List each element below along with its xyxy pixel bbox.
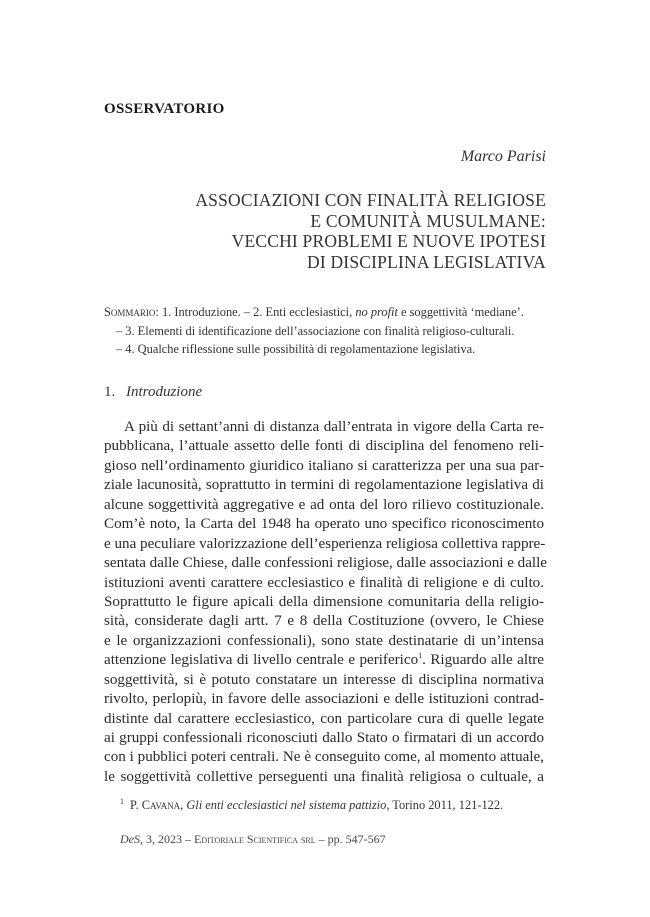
body-line: rivolto, perlopiù, in favore delle associazioni e delle istituzioni contrad- [104,691,544,708]
body-line-text: attenzione legislativa di livello centrale e periferico [104,652,419,669]
body-line: A più di settant’anni di distanza dall’entrata in vigore della Carta re- [124,419,544,435]
summary-line [104,303,550,322]
body-line: le soggettività collettive perseguenti una finalità religiosa o cultuale, a [104,768,544,785]
journal-name: DeS [120,832,140,846]
body-line: alcune soggettività aggregative e ad onta del loro rilievo costituzionale. [104,496,544,513]
footnote-number: 1 [120,797,124,806]
footnote [120,797,503,813]
summary-line: – 3. Elementi di identificazione dell’associazione con finalità religioso-culturali. [116,323,515,338]
summary [104,303,550,359]
body-line-text: . Riguardo alle altre [422,652,544,669]
publisher-name: Editoriale Scientifica srl [194,832,316,846]
page-footer [120,832,386,847]
summary-italic: no profit [355,305,398,319]
journal-issue: , 3, 2023 – [140,832,194,846]
footnote-author: P. Cavana [130,798,181,813]
section-label: OSSERVATORIO [104,101,225,117]
body-line: istituzioni aventi carattere ecclesiastico e finalità di religione e di culto. [104,574,544,591]
body-line: sentata dalle Chiese, dalle confessioni religiose, dalle associazioni e dalle [104,555,548,572]
body-line: sità, considerate dagli artt. 7 e 8 della Costituzione (ovvero, le Chiese [104,613,544,630]
body-line: ziale lacunosità, soprattutto in termini di regolamentazione legislativa di [104,477,544,494]
body-line: Soprattutto le figure apicali della dimensione comunitaria della religio- [104,593,544,610]
author-name: Marco Parisi [460,148,546,165]
section-heading [104,384,202,401]
footnote-rest: , Torino 2011, 121-122. [386,798,504,813]
footnote-title: Gli enti ecclesiastici nel sistema pattizio [186,798,387,813]
body-line: gioso nell’ordinamento giuridico italiano si caratterizza per una sua par- [104,457,544,474]
body-line: pubblicana, l’attuale assetto delle fonti di disciplina del fenomeno reli- [104,438,544,455]
body-line: Com’è noto, la Carta del 1948 ha operato uno specifico riconoscimento [104,516,544,533]
article-title [146,190,546,272]
title-line: E COMUNITÀ MUSULMANE: [310,210,546,231]
body-paragraph [104,418,548,787]
page-range: – pp. 547-567 [315,832,386,846]
footnote-sep: , [180,798,187,813]
body-line: e le organizzazioni confessionali), sono state destinatarie di un’intensa [104,632,544,649]
body-line: ai gruppi confessionali riconosciuti dallo Stato o firmatari di un accordo [104,730,544,746]
title-line: ASSOCIAZIONI CON FINALITÀ RELIGIOSE [195,190,546,210]
body-line: con i pubblici poteri centrali. Ne è conseguito come, al momento attuale, [104,749,544,766]
body-line [104,651,544,670]
section-heading-text: Introduzione [126,384,203,400]
footnote-ref[interactable]: 1 [418,651,423,661]
body-line: soggettività, si è potuto constatare un interesse di disciplina normativa [104,671,544,688]
body-line: distinte dal carattere ecclesiastico, con particolare cura di quelle legate [104,710,544,727]
summary-text: e soggettività ‘mediane’. [397,305,524,319]
summary-label: Sommario: [104,305,159,319]
summary-line: – 4. Qualche riflessione sulle possibilità di regolamentazione legislativa. [116,342,476,356]
body-line: e una peculiare valorizzazione dell’esperienza religiosa collettiva rappre- [104,535,546,552]
title-line: VECCHI PROBLEMI E NUOVE IPOTESI [231,231,546,251]
section-number: 1. [104,384,116,400]
summary-text: 1. Introduzione. – 2. Enti ecclesiastici, [158,305,356,319]
title-line: DI DISCIPLINA LEGISLATIVA [307,251,546,272]
